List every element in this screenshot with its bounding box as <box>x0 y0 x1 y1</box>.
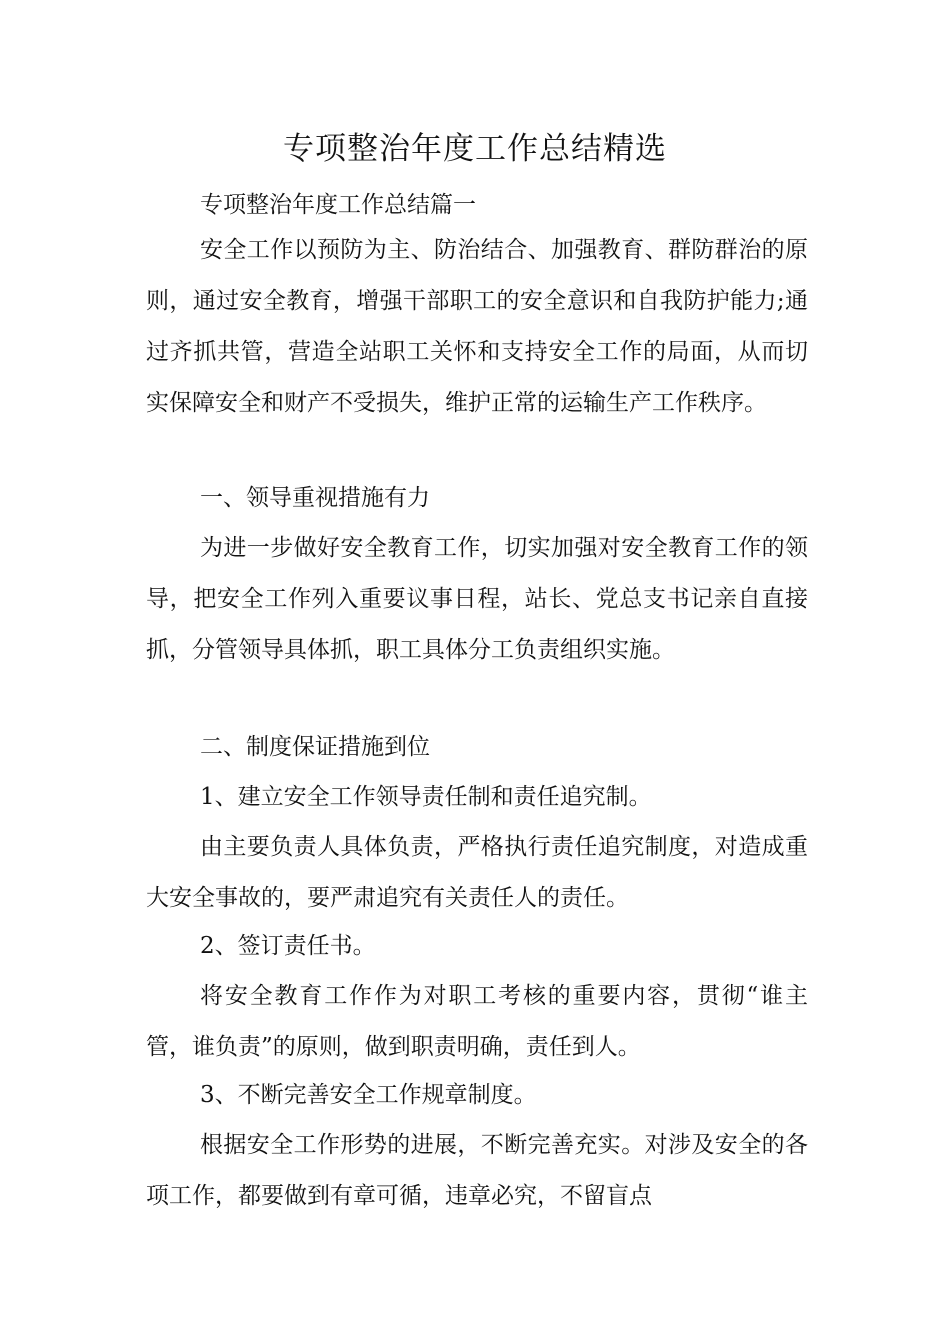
paragraph-responsibility-letter: 将安全教育工作作为对职工考核的重要内容，贯彻“谁主管，谁负责”的原则，做到职责明确，责任到人。 <box>146 983 808 1060</box>
item-rules: 3、不断完善安全工作规章制度。 <box>200 1082 537 1108</box>
paragraph-responsibility: 由主要负责人具体负责，严格执行责任追究制度，对造成重大安全事故的，要严肃追究有关责任人的责任。 <box>146 834 808 911</box>
document-title: 专项整治年度工作总结精选 <box>283 131 667 167</box>
heading-leadership: 一、领导重视措施有力 <box>200 485 430 511</box>
paragraph-leadership: 为进一步做好安全教育工作，切实加强对安全教育工作的领导，把安全工作列入重要议事日程，站长、党总支书记亲自直接抓，分管领导具体抓，职工具体分工负责组织实施。 <box>146 535 808 663</box>
paragraph-intro: 安全工作以预防为主、防治结合、加强教育、群防群治的原则，通过安全教育，增强干部职工的安全意识和自我防护能力;通过齐抓共管，营造全站职工关怀和支持安全工作的局面，从而切实保障安全和财产不受损失，维护正常的运输生产工作秩序。 <box>146 237 808 416</box>
heading-system: 二、制度保证措施到位 <box>200 734 430 760</box>
paragraph-rules: 根据安全工作形势的进展，不断完善充实。对涉及安全的各项工作，都要做到有章可循，违章必究，不留盲点 <box>146 1132 808 1209</box>
section-subtitle: 专项整治年度工作总结篇一 <box>200 192 476 218</box>
item-responsibility-letter: 2、签订责任书。 <box>200 933 376 959</box>
item-responsibility-system: 1、建立安全工作领导责任制和责任追究制。 <box>200 784 652 810</box>
